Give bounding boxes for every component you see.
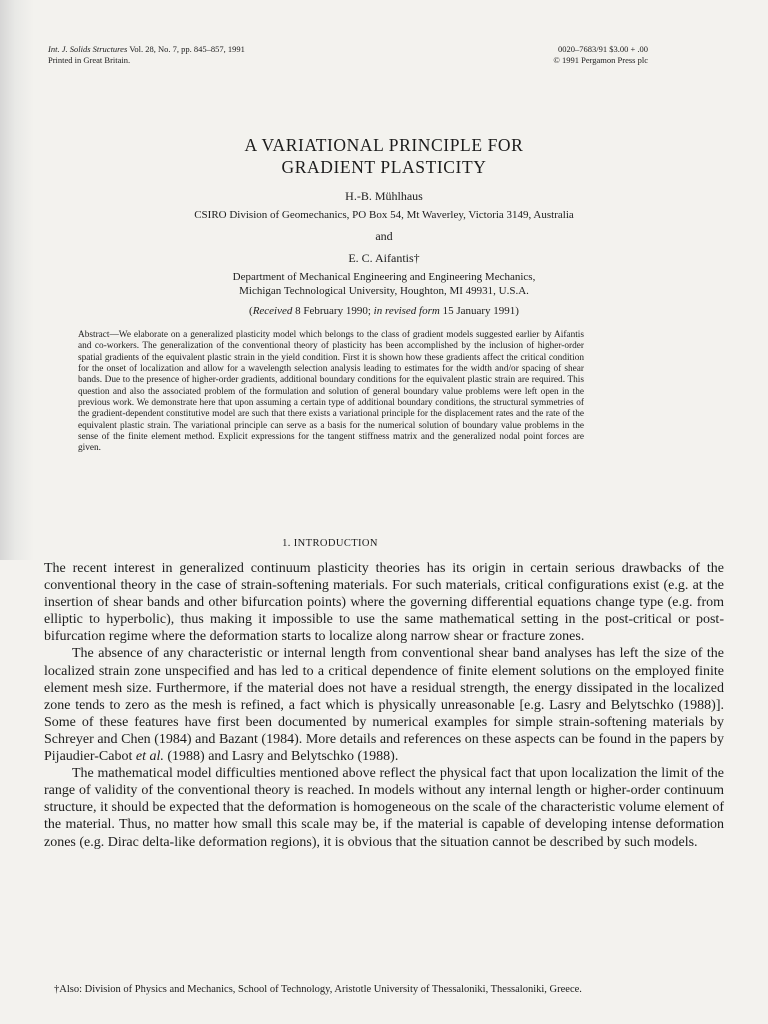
footnote-text: Division of Physics and Mechanics, School of Technology, Aristotle University of Thessaloniki, Thessaloniki, Greece. [82, 984, 582, 995]
publisher-info [553, 44, 648, 66]
author-separator: and [375, 229, 393, 243]
revised-date: 15 January 1991) [439, 305, 519, 317]
title-line-1: A VARIATIONAL PRINCIPLE FOR [244, 135, 524, 155]
paper-title [0, 134, 768, 178]
paragraph-2: The absence of any characteristic or internal length from conventional shear band analyses has left the size of the localized strain zone unspecified and has led to a critical dependence of finite element solutions on the employed finite element mesh size. Furthermore, if the material does not have a residual strength, the energy dissipated in the localized zone tends to zero as the mesh is refined, a fact which is physically unreasonable [e.g. Lasry and Belytschko (1988)]. Some of these features have first been documented by numerical examples for simple strain-softening materials by Schreyer and Chen (1984) and Bazant (1984). More details and references on these aspects can be found in the papers by Pijaudier-Cabot et al. (1988) and Lasry and Belytschko (1988). [44, 646, 724, 765]
author-2: E. C. Aifantis† [348, 251, 420, 265]
received-label: Received [252, 305, 293, 317]
revised-label: in revised form [373, 305, 440, 317]
copyright: © 1991 Pergamon Press plc [553, 55, 648, 65]
paragraph-1: The recent interest in generalized continuum plasticity theories has its origin in certain serious drawbacks of the conventional theory in the case of strain-softening materials. For such materials, critical configurations exist (e.g. at the insertion of shear bands and other bifurcation points) where the governing differential equations change type (e.g. from elliptic to hyperbolic), thus making it impossible to use the same mathematical setting in the post-critical or post-bifurcation regime where the deformation starts to localize along narrow shear or fracture zones. [44, 561, 724, 645]
title-line-2: GRADIENT PLASTICITY [281, 157, 487, 177]
journal-citation [48, 44, 245, 66]
issn-price: 0020–7683/91 $3.00 + .00 [557, 44, 648, 54]
abstract-label: Abstract [78, 330, 110, 340]
abstract-text: —We elaborate on a generalized plasticity model which belongs to the class of gradient models suggested earlier by Aifantis and co-workers. The generalization of the conventional theory of plasticity has been accomplished by the inclusion of higher-order spatial gradients of the equivalent plastic strain in the yield condition. First it is shown how these gradients affect the critical condition for the onset of localization and allow for a wavelength selection analysis leading to estimates for the width and/or spacing of shear bands. Due to the presence of higher-order gradients, additional boundary conditions for the equivalent plastic strain are required. This question and also the associated problem of the formulation and solution of general boundary value problems were left open in the previous work. We demonstrate here that upon assuming a certain type of additional boundary conditions, the structural symmetries of the gradient-dependent constitutive model are such that there exists a variational principle for the displacement rates and the rate of the equivalent plastic strain. The variational principle can serve as a basis for the numerical solution of boundary value problems in the sense of the finite element method. Explicit expressions for the tangent stiffness matrix and the generalized nodal point forces are given. [78, 330, 584, 454]
received-date: 8 February 1990; [292, 305, 374, 317]
affiliation-2-line-1: Department of Mechanical Engineering and Engineering Mechanics, [232, 271, 536, 283]
footnote [44, 984, 728, 997]
author-1: H.-B. Mühlhaus [345, 189, 423, 203]
affiliation-1: CSIRO Division of Geomechanics, PO Box 54, Mt Waverley, Victoria 3149, Australia [194, 209, 574, 221]
received-dates: (Received 8 February 1990; in revised form 15 January 1991) [249, 305, 519, 317]
affiliation-2-line-2: Michigan Technological University, Houghton, MI 49931, U.S.A. [239, 285, 529, 297]
paragraph-3: The mathematical model difficulties mentioned above reflect the physical fact that upon localization the limit of the range of validity of the conventional theory is reached. In models without any internal length or higher-order continuum structure, it should be expected that the deformation is homogeneous on the scale of the characteristic volume element of the material. Thus, no matter how small this scale may be, if the material is capable of developing intense deformation zones (e.g. Dirac delta-like deformation regions), it is obvious that the situation cannot be described by such models. [44, 766, 724, 850]
affiliation-2 [0, 270, 768, 298]
body-text [44, 560, 724, 851]
abstract [78, 330, 584, 455]
footnote-label: †Also: [54, 984, 83, 995]
printed-note: Printed in Great Britain. [48, 55, 131, 65]
section-heading: 1. INTRODUCTION [282, 538, 378, 549]
journal-name: Int. J. Solids Structures [48, 44, 128, 54]
volume-pages: Vol. 28, No. 7, pp. 845–857, 1991 [129, 44, 245, 54]
